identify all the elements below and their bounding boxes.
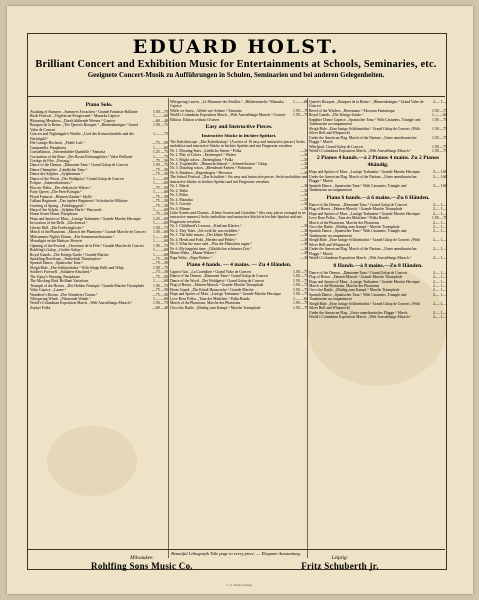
entry-price: —30	[300, 193, 308, 198]
entry-price: —30	[300, 157, 308, 162]
entry-title: Liberty Bell. „Die Freiheitsglocke.“	[30, 225, 84, 230]
catalog-column-3	[309, 100, 447, 320]
catalog-entry	[170, 100, 308, 109]
entry-price: 1.50 —75	[153, 243, 168, 248]
entry-price: 2.— 1.—	[432, 283, 447, 288]
publisher-city: Milwaukee:	[130, 556, 154, 561]
entry-price: 1.50 —75	[153, 123, 168, 128]
entry-price: 2.— 1.—	[432, 315, 447, 320]
catalog-header	[27, 33, 445, 79]
entry-price: 2.— 1.—	[432, 288, 447, 293]
entry-price: —30	[300, 233, 308, 238]
entry-price: 2.— 1.—	[432, 247, 447, 252]
entry-price: —60 —40	[152, 118, 168, 123]
entry-price: 1.— —75	[153, 154, 168, 159]
entry-price: 1.50 —75	[293, 287, 308, 292]
entry-price: —75 —50	[152, 199, 168, 204]
entry-title: Rohlfing's Galop. „Großer Galop.“	[30, 248, 83, 253]
entry-price: 3.— 1.60	[432, 174, 447, 179]
entry-title: Nr. 5. Gavotte	[170, 202, 192, 207]
entry-title: Fairy Queen. „Die Feen-Königin.“	[30, 190, 82, 195]
entry-title: Spanish Dance. „Spanischer Tanz.“ With Castanets, Triangle and Tambourine accompaniment	[309, 292, 407, 302]
entry-price: 1.— —60	[153, 114, 168, 119]
entry-price: 1.50 —75	[293, 270, 308, 274]
entry-price: 1.50 —75	[432, 117, 447, 122]
printer-imprint: C. G. Röder, Leipzig.	[226, 583, 253, 587]
entry-title: March of the Phantoms. „Marsch der Phantome.“ Grande Marche de Concert	[30, 230, 146, 235]
entry-title: Queen's Bouquet. „Bouquet de la Reine.“ „Blumenkönigin.“ Grand Valse de Concert	[309, 100, 424, 109]
entry-price: 1.— —60	[432, 113, 447, 118]
entry-price: 1.— —60	[293, 296, 308, 301]
entry-price: 3.— 1.60	[432, 183, 447, 188]
entry-price: 1.50 —75	[293, 301, 308, 306]
catalog-entry	[30, 123, 168, 132]
entry-title: Dance of the Demon. „Dämonen-Tanz.“ Grand Galop de Concert	[309, 202, 408, 207]
entry-title: Nr. 3. The little master. „Der kleine Meister.“	[170, 233, 238, 238]
section-heading: Instructive Stücke in leichter Spielart.	[201, 133, 277, 139]
entry-title: Nr. 4. Herds and Fold. „Herden und Felder.“	[170, 237, 237, 242]
entry-price: 2.— 1.—	[432, 270, 447, 275]
entry-price: 2.— 1.—	[432, 310, 447, 315]
section-heading: Piano Solo.	[85, 102, 113, 108]
entry-title: Triumph of the Heroes. „Der Helden Triumph.“ Grande Marche Triomphale	[30, 283, 145, 288]
catalog-entry	[170, 211, 308, 224]
entry-title: Moonlight on the Hudson. Reverie	[30, 239, 83, 244]
catalog-entry	[309, 256, 447, 260]
entry-title: Nr. 3. Polka	[170, 193, 188, 198]
publisher-right	[265, 556, 415, 571]
entry-title: On to the Battle. „Muthig zum Kampf.“ Marche Triomphale	[309, 224, 400, 229]
entry-price: 1.50 —75	[153, 283, 168, 288]
catalog-entry	[309, 247, 447, 256]
entry-title: Sleigh Ride. „Eine lustige Schlittenfahrt.“ Grand Galop de Concert. (With Silver Bell and Whipstock)	[309, 301, 421, 311]
entry-title: Midsummer Night's Dream. „Ein Sommernachtstraum.“	[30, 234, 115, 239]
catalog-entry	[309, 315, 447, 319]
entry-price: —30	[300, 251, 308, 256]
entry-price: 1.— —60	[153, 239, 168, 244]
entry-title: Sleigh Ride. „Eine lustige Schlittenfahrt.“ Grand Galop de Concert. (With Silver Bell and Whipstock)	[309, 238, 421, 247]
entry-price: 1.50 —75	[153, 225, 168, 230]
entry-title: Nr. 5. Dazzling colors. „Blendende Farben.“ Polonaise	[170, 166, 253, 171]
entry-price: —30	[300, 242, 308, 247]
section-heading: 2 Pianos 4 hands.—à 2 Pianos 4 mains. Zu 2 Pianos 4händig.	[316, 155, 440, 169]
entry-price: —60 —40	[152, 305, 168, 310]
catalog-entry	[30, 306, 168, 310]
publisher-left	[67, 556, 217, 571]
entry-title: Hops and Sprites of Mars. „Lustige Trabanten.“ Grande Marche Heroique	[309, 170, 420, 175]
entry-price: 1.50 —75	[293, 274, 308, 279]
entry-price: —30	[300, 237, 308, 242]
entry-title: Papa Waltz. „Papa-Walzer.“	[170, 255, 212, 260]
entry-price: 1.— —60	[153, 248, 168, 253]
entry-title: Flag of Honor. „Fahnen-Marsch.“ Grande Marche Triomphale	[309, 275, 403, 280]
publisher-footer	[27, 556, 445, 571]
entry-price: —75 —50	[152, 194, 168, 199]
entry-title: Flag of Honor. „Fahnen-Marsch.“ Grande Marche Triomphale	[309, 207, 403, 212]
section-heading: Piano 4 hands. — 4 mains. — Zu 4 Händen.	[186, 262, 292, 268]
entry-title: World's Columbian Exposition March. „Welt Ausstellungs Marsch.“	[309, 148, 412, 153]
catalog-entry	[309, 302, 447, 311]
entry-price: —75 —50	[152, 185, 168, 190]
entry-title: Sapphire Dance Caprice. „Spanischer Tanz.“ With Castanets, Triangle and Tambourine accompaniment	[309, 117, 421, 127]
entry-title: Nr. 2. Tiny Tales. „Ich weiß dir was erzählen.“	[170, 228, 240, 233]
entry-title: Whispering Winds. „Flüsternde Winde.“	[30, 297, 91, 302]
catalog-subtitle-german: Geeignete Concert-Musik zu Aufführungen in Schulen, Seminarien und bei anderen Gelegenheiten.	[87, 71, 385, 79]
entry-price: 2.— 1.—	[432, 211, 447, 216]
entry-title: Hops and Sprites of Mars. „Lustige Trabanten.“ Grande Marche Heroique	[309, 279, 420, 284]
entry-title: Under the American Flag. March of the Nations. „Unter amerikanischer Flagge.“ March	[309, 247, 417, 256]
entry-price: —75 —50	[152, 158, 168, 163]
entry-price: —30	[300, 246, 308, 251]
entry-title: Nr. 6. Minuet	[170, 206, 191, 211]
entry-title: Dance of the Demon. „Dämonen-Tanz.“ Grand Galop de Concert	[170, 274, 269, 279]
entry-title: Constellation. „Sternenbilder-Quadrille.“ Fantasia	[30, 150, 106, 155]
entry-price: 1.25 —75	[153, 150, 168, 155]
entry-price: 2.— 1.—	[432, 224, 447, 229]
entry-price: —30	[300, 184, 308, 189]
entry-price: 2.— 1.—	[432, 238, 447, 243]
entry-title: Die Lustige Hochzeit. „Fidele Luft.“	[30, 141, 85, 146]
entry-title: Home Sweet Home. Paraphrase	[30, 212, 78, 217]
entry-price: —75 —50	[152, 274, 168, 279]
entry-title: Nr. 6. My happiest time. „Glücklicher schönster Zeit.“	[170, 246, 252, 251]
entry-title: Hops and Sprites of Mars. „Lustige Trabanten.“ Grande Marche Heroique	[309, 211, 420, 216]
entry-price: 1.50 —75	[432, 126, 447, 131]
catalog-entry	[309, 136, 447, 145]
entry-price: —30	[300, 162, 308, 167]
entry-title: World's Columbian Exposition March. „Welt Ausstellungs Marsch.“	[30, 301, 133, 306]
entry-price: —30	[300, 153, 308, 158]
entry-price: 2.— 1.—	[432, 301, 447, 306]
catalog-entry	[170, 306, 308, 310]
entry-title: Opening of the Festival. „Ouverture de la Fête.“ Grande Marche de Concert	[30, 243, 144, 248]
entry-title: Eclipse. „Sonnenfinsternis.“	[30, 181, 73, 186]
entry-price: 2.— 1.—	[432, 292, 447, 297]
entry-price: —75 —50	[152, 212, 168, 217]
entry-title: Horse Guard. „Die Küraß Hauswache.“ Grande Marche	[170, 287, 254, 292]
entry-title: The Kaleidoscope. „Das Kaleidoskop.“ (A series of 16 easy and instructive pieces.) Sechs melodiöse und instructive Stücke in leichter Spielart und mit Fingersatz versehen	[170, 139, 305, 149]
entry-title: Danse Champêtre. „Ländlicher Tanz.“	[30, 167, 88, 172]
entry-title: Zephyr Polka	[30, 305, 51, 310]
entry-price: 1.50 —75	[432, 135, 447, 140]
section-heading: Piano 6 hands.—à 6 mains.—Zu 6 Händen.	[326, 194, 430, 201]
entry-title: Whispering Leaves. „Le Murmure des Feuilles.“ „Blättersäuseln.“ Mazurka Caprice	[170, 100, 284, 109]
entry-price: —75 —50	[152, 270, 168, 275]
entry-title: Spanish Dance. „Spanischer Tanz.“ With Castanets, Triangle and Tambourine accompaniment	[309, 229, 407, 238]
entry-title: Little Scenes and Charms. „Kleine Scenen und Gestalten.“ (Six easy pieces arranged in an instructive manner.) Sechs melodiöse und instructive Stücke in leichter Spielart und mit Fingersatz versehen.	[170, 211, 306, 224]
entry-price: 1.50 —75	[293, 283, 308, 288]
entry-title: Under the American Flag. „Unter amerikanischer Flagge.“ March	[309, 310, 408, 315]
entry-price: 2.— 1.—	[432, 202, 447, 207]
entry-price: —30	[300, 206, 308, 211]
entry-price: —30	[300, 255, 308, 260]
entry-title: March of the Phantoms. Marche des Phantoms	[309, 283, 380, 288]
entry-title: Cortège de Fête. „Festzug.“	[30, 158, 72, 163]
entry-title: Revel of the Witches. „Hexentanz.“ Morceau Fantastique	[309, 108, 395, 113]
entry-title: Danse des Sylphes. „Sylphentanz.“	[30, 172, 83, 177]
entry-title: Under the American Flag. March of the Nations. „Unter amerikanischer Flagge.“ March	[309, 135, 417, 145]
entry-price: —75 —50	[152, 141, 168, 146]
entry-title: Caprice Gai. „La Coréadine.“ Grand Valse de Concert	[170, 270, 252, 274]
entry-title: Dance of the Demon. „Dämonen-Tanz.“ Grand Galop de Concert	[30, 163, 129, 168]
entry-price: —75 —50	[152, 167, 168, 172]
entry-title: Mama Waltz. „Mama-Walzer.“	[170, 251, 217, 256]
entry-title: Nr. 6. Rainbow. „Regenbogen.“ Berceuse	[170, 170, 233, 175]
entry-price: —75 —50	[152, 172, 168, 177]
catalog-entry	[30, 132, 168, 141]
entry-price: —30	[300, 224, 308, 229]
entry-price: 1.50 —75	[153, 163, 168, 168]
entry-title: On to the Battle. „Muthig zum Kampf.“ Marche Triomphale	[309, 288, 400, 293]
entry-price: 1.50 —60	[153, 230, 168, 235]
entry-title: World's Columbian Exposition March. „Welt Ausstellungs Marsch.“	[309, 256, 412, 261]
entry-title: Spanish Dance. „Spanischer Tanz.“ With Castanets, Triangle and Tambourine accompaniment	[309, 183, 407, 193]
entry-price: 1.50 —75	[432, 216, 447, 221]
entry-price: 1.25 —60	[153, 216, 168, 221]
column-divider	[168, 98, 169, 558]
entry-price: —30	[300, 197, 308, 202]
entry-price: 1.50 —75	[293, 108, 308, 113]
catalog-entry	[170, 113, 308, 122]
entry-title: Hops and Sprites of Mars. „Lustige Trabanten.“ Grande Marche Heroique	[170, 292, 281, 297]
entry-title: Nr. 2. Waltz	[170, 188, 188, 193]
entry-price: —30	[300, 188, 308, 193]
entry-title: March of the Phantoms. Marche des Phantoms	[170, 301, 241, 306]
entry-title: Nr. 5. What the mice said. „Was die Mäuschen sagen.“	[170, 242, 252, 247]
entry-title: Nr. 1. Morning Stars. „Liebliche Sterne.“ Polka	[170, 148, 242, 153]
entry-price: 1.— —60	[153, 221, 168, 226]
entry-title: World's Columbian Exposition March. „Welt Ausstellungs Marsch.“	[309, 315, 412, 320]
entry-title: While we Snow. „Weiße wie Schnee.“ Fantaisie	[170, 108, 242, 113]
entry-title: Sparkling Dewdrops. „Funkelnde Thautropfen.“	[30, 256, 103, 261]
entry-price: 1.— —60	[153, 234, 168, 239]
entry-price: 1.50 —75	[293, 278, 308, 283]
entry-price: 1.— —60	[153, 181, 168, 186]
entry-price: —30	[300, 148, 308, 153]
entry-title: Birds Festival. „Vöglein im Festgewand.“ Mazurka Caprice	[30, 114, 120, 119]
entry-title: Dance of the Demon. „Dämonen-Tanz.“ Grand Galop de Concert	[309, 270, 408, 275]
entry-title: Blooming Meadows. „Durch blühende Wiesen.“ Caprice	[30, 118, 116, 123]
catalog-column-2	[170, 100, 308, 310]
title-page-note: Beautiful Lithograph Title page to every piece. — Elegante Ausstattung.	[171, 551, 301, 556]
entry-price: —75 —50	[152, 292, 168, 297]
entry-price: —75 —50	[152, 256, 168, 261]
entry-price: 1.— —60	[153, 252, 168, 257]
entry-title: Electric Waltz. „Der elektrische Walzer.“	[30, 185, 92, 190]
entry-price: 3.— 1.60	[432, 170, 447, 175]
entry-title: The Mocking Bird. Brilliant Variations	[30, 279, 89, 284]
footer-rule	[27, 549, 445, 550]
entry-price: 1.50 —75	[293, 113, 308, 118]
entry-title: Nr. 1. Childhood's Lessons. „Kind am Klavier.“	[170, 224, 242, 229]
catalog-column-1	[30, 100, 168, 310]
entry-price: —75 —50	[152, 288, 168, 293]
entry-title: Royal Guards. „Die Königs-Garde.“ Grande Marche	[30, 252, 109, 257]
entry-title: World's Columbian Exposition March. „Welt Ausstellungs-Marsch.“ Concert Edition. Edition without Octaves	[170, 113, 286, 122]
entry-title: Whirlpool. Grand Galop de Concert	[309, 144, 364, 149]
entry-title: Royal Guards. „Die Königs-Garde.“	[309, 113, 364, 118]
header-rule	[27, 96, 445, 97]
catalog-entry	[170, 256, 308, 260]
entry-title: Floral Fantasie. „Blumen-Zauber.“ Idylle	[30, 194, 92, 199]
entry-price: 1.50 —75	[153, 265, 168, 270]
entry-price: 1.— —60	[293, 100, 308, 104]
entry-title: Dance of the Wood. „Der Waldgeist.“ Grand Galop de Concert	[170, 278, 265, 283]
catalog-entry	[309, 118, 447, 127]
section-heading: 8 Hands.—à 8 mains.—Zu 8 Händen.	[333, 262, 423, 269]
publisher-name: Rohlfing Sons Music Co.	[91, 561, 193, 571]
entry-title: Danse of the Wood. „Der Waldgeist.“ Grand Galop de Concert	[30, 176, 124, 181]
entry-price: 2.— 1.—	[432, 229, 447, 234]
catalog-entry	[309, 149, 447, 153]
entry-title: The Gipsy's Warning. Paraphrase	[30, 274, 80, 279]
entry-price: —75 —50	[152, 203, 168, 208]
entry-title: Flag of Honor. „Fahnen-Marsch.“ Grande Marche Triomphale	[170, 283, 264, 288]
entry-price: 1.50 —75	[293, 292, 308, 297]
entry-price: 1.— —60	[153, 279, 168, 284]
entry-title: Nr. 1. March	[170, 184, 190, 189]
entry-title: Gallant Regiment. „Das tapfere Regiment.“ Schottische Militaire	[30, 199, 128, 204]
entry-title: Nr. 3. Bright colors. „Farbenglanz.“ Polka	[170, 157, 234, 162]
entry-price: 1.50 —75	[432, 148, 447, 153]
entry-title: Awaking of Summer. „Sommers Erwachen.“ Grande Fantaisie Brillante	[30, 110, 138, 114]
entry-title: Coronation of the Rose. „Der Rosen Krönungsfeier.“ Valse Brillante	[30, 154, 133, 159]
entry-title: Sleigh Ride. „Eine lustige Schlittenfahrt.“ Grand Galop de Concert. (With Silver Bell and Whipstock)	[309, 126, 421, 136]
entry-price: 1.— —60	[153, 145, 168, 150]
catalog-entry	[170, 140, 308, 149]
entry-price: 1.50 —75	[432, 144, 447, 149]
entry-title: Nr. 2. Play of Colors. „Farbenspiel.“ Walzer	[170, 153, 237, 158]
entry-title: Bouquet de la Reine. „The Queen's Bouquet.“ „Blumenkönigin.“ Grand Valse de Concert	[30, 123, 138, 132]
catalog-entry	[309, 238, 447, 247]
entry-title: Love Rose Polka. „Tanz der Mädchen.“ Polka Rondo	[309, 216, 390, 221]
entry-price: —30	[300, 228, 308, 233]
entry-title: Harp of the Sylphs. „Sylphen Harfe.“ Barcarole	[30, 207, 102, 212]
entry-price: 1.— —75	[153, 132, 168, 137]
entry-price: 1.— —60	[153, 190, 168, 195]
entry-title: Hops and Sprites of Mars. „Lustige Trabanten.“ Grande Marche Heroique	[30, 216, 141, 221]
publisher-city: Leipzig:	[331, 556, 349, 561]
entry-price: 2.— 1.—	[432, 256, 447, 261]
entry-price: 1.50 —75	[153, 301, 168, 306]
composer-name: EDUARD HOLST.	[132, 36, 340, 58]
entry-title: Greeting of Spring. „Frühlingsgruß.“	[30, 203, 86, 208]
entry-price: —75 —50	[152, 261, 168, 266]
catalog-entry	[309, 293, 447, 302]
entry-title: Concert and Nightingale's Warble. „Lied des Kreuzschnabels und der Nachtigall.“	[30, 132, 134, 141]
entry-title: Invocation of the Bells. „Glockenruf.“	[30, 221, 88, 226]
entry-title: Campanella. Paraphrase	[30, 145, 67, 150]
entry-title: Nr. 4. Tropfenfälle. „Himmelschlüssel.“ „Schneeflocken.“ Galop	[170, 162, 268, 167]
entry-price: —30	[300, 170, 308, 175]
entry-title: Under the American Flag. March of the Nations. „Unter amerikanischer Flagge.“ March	[309, 174, 417, 184]
entry-title: Soldier's Farewell. „Soldaten-Abschied.“	[30, 270, 92, 275]
entry-title: Spanish Dance. „Spanischer Tanz.“	[30, 261, 84, 266]
entry-title: Valse Caprice. „Laune.“	[30, 288, 67, 293]
entry-price: —30	[300, 202, 308, 207]
entry-price: 2.— 1.—	[432, 275, 447, 280]
entry-title: Love Rose Polka. „Tanz der Mädchen.“ Polka Rondo	[170, 296, 251, 301]
entry-title: Nr. 4. Mazurka	[170, 197, 193, 202]
catalog-entry	[309, 175, 447, 184]
entry-title: The School Festival. „Das Schulfest.“ Six easy and instructive pieces. Sechs melodiöse und instructive Stücke in leichter Spielart und mit Fingersatz versehen.	[170, 175, 308, 184]
entry-price: 2.— 1.—	[432, 279, 447, 284]
publisher-name: Fritz Schuberth jr.	[301, 561, 379, 571]
entry-price: 2.— 1.—	[432, 100, 447, 104]
entry-price: 2.— 1.—	[432, 220, 447, 225]
entry-price: 1.50 —75	[153, 110, 168, 114]
entry-title: Wanderer's Dream. „Des Wanderers Traum.“	[30, 292, 98, 297]
entry-price: 2.— 1.—	[432, 207, 447, 212]
entry-price: 1.50 —75	[293, 305, 308, 310]
entry-price: 1.— —60	[153, 176, 168, 181]
catalog-entry	[309, 184, 447, 193]
entry-price: 1.— —60	[153, 207, 168, 212]
catalog-entry	[309, 229, 447, 238]
entry-title: Sleigh Ride. „Die Schlittenfahrt.“ With Sleigh Bells and Whip	[30, 265, 124, 270]
entry-title: On to the Battle. „Muthig zum Kampf.“ Marche Triomphale	[170, 305, 261, 310]
catalog-entry	[170, 175, 308, 184]
catalog-subtitle: Brilliant Concert and Exhibition Music for Entertainments at Schools, Seminaries, etc.	[35, 59, 437, 70]
catalog-entry	[309, 127, 447, 136]
section-heading: Easy and Instructive Pieces.	[205, 124, 273, 131]
catalog-entry	[309, 100, 447, 109]
entry-price: 1.50 —75	[432, 108, 447, 113]
entry-price: 1.— —60	[153, 297, 168, 302]
entry-price: —30	[300, 166, 308, 171]
entry-title: March of the Phantoms. Marche des Phantoms	[309, 220, 380, 225]
